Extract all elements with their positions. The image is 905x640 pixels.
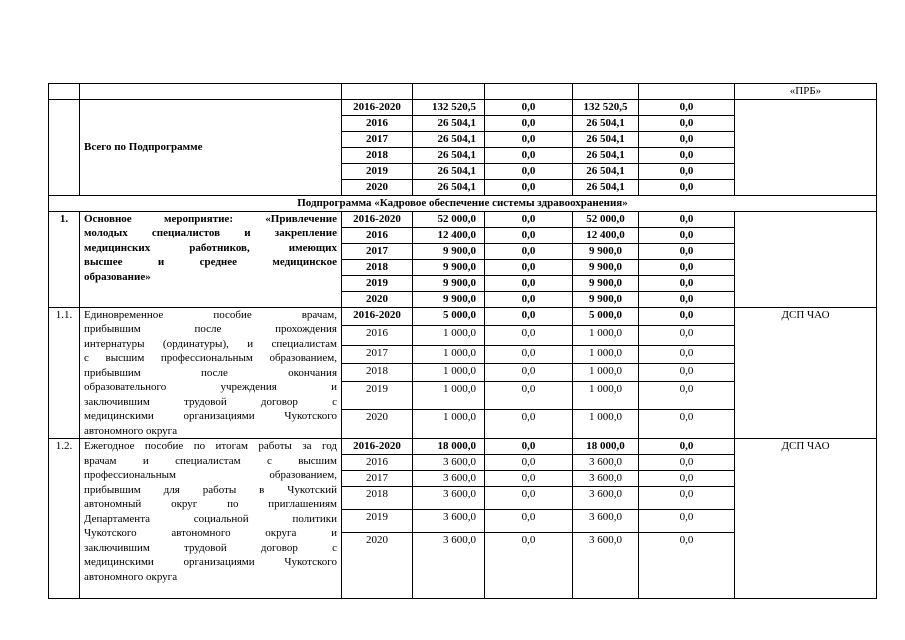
total-cell: 3 600,0 — [413, 487, 485, 510]
total-cell: 26 504,1 — [413, 179, 485, 195]
local-cell: 0,0 — [639, 163, 735, 179]
local-cell: 0,0 — [639, 471, 735, 487]
total-cell: 3 600,0 — [413, 455, 485, 471]
okrug-cell: 26 504,1 — [573, 179, 639, 195]
total-cell: 52 000,0 — [413, 211, 485, 227]
period-cell: 2019 — [342, 510, 413, 533]
period-cell: 2019 — [342, 382, 413, 410]
total-cell: 9 900,0 — [413, 275, 485, 291]
period-cell: 2016 — [342, 115, 413, 131]
okrug-cell: 3 600,0 — [573, 471, 639, 487]
activity-1-block — [49, 211, 877, 307]
fed-cell: 0,0 — [485, 410, 573, 439]
period-cell: 2016-2020 — [342, 439, 413, 455]
activity-description: Ежегодное пособие по итогам работы за год врачам и специалистам с высшим профессиональным образованием, прибывшим для работы в Чукотский автономный округ по приглашениям Департамента социальной политики Чукотского автономного округа и заключившим трудовой договор с медицинскими организациями Чукотского автономного округа — [80, 439, 342, 599]
local-cell: 0,0 — [639, 346, 735, 364]
fed-cell: 0,0 — [485, 533, 573, 599]
fed-cell: 0,0 — [485, 471, 573, 487]
total-cell: 1 000,0 — [413, 382, 485, 410]
period-cell: 2016-2020 — [342, 99, 413, 115]
local-cell: 0,0 — [639, 147, 735, 163]
total-cell: 12 400,0 — [413, 227, 485, 243]
total-cell: 3 600,0 — [413, 510, 485, 533]
okrug-cell: 26 504,1 — [573, 131, 639, 147]
total-cell: 9 900,0 — [413, 291, 485, 307]
table-row — [49, 99, 877, 115]
fed-cell: 0,0 — [485, 325, 573, 345]
total-cell: 3 600,0 — [413, 471, 485, 487]
fed-cell: 0,0 — [485, 243, 573, 259]
okrug-cell: 26 504,1 — [573, 163, 639, 179]
local-cell: 0,0 — [639, 307, 735, 325]
executor-cell: «ПРБ» — [735, 84, 877, 100]
okrug-cell: 9 900,0 — [573, 259, 639, 275]
okrug-cell: 1 000,0 — [573, 382, 639, 410]
period-cell: 2020 — [342, 291, 413, 307]
fed-cell: 0,0 — [485, 275, 573, 291]
okrug-cell: 1 000,0 — [573, 325, 639, 345]
local-cell: 0,0 — [639, 243, 735, 259]
period-cell: 2019 — [342, 163, 413, 179]
period-cell: 2018 — [342, 147, 413, 163]
local-cell: 0,0 — [639, 291, 735, 307]
total-cell: 1 000,0 — [413, 346, 485, 364]
period-cell: 2016 — [342, 227, 413, 243]
okrug-cell: 5 000,0 — [573, 307, 639, 325]
total-cell: 26 504,1 — [413, 147, 485, 163]
okrug-cell: 3 600,0 — [573, 455, 639, 471]
fed-cell: 0,0 — [485, 147, 573, 163]
period-cell: 2019 — [342, 275, 413, 291]
local-cell: 0,0 — [639, 325, 735, 345]
activity-number: 1. — [49, 211, 80, 307]
period-cell: 2017 — [342, 131, 413, 147]
table-row — [49, 211, 877, 227]
local-cell: 0,0 — [639, 227, 735, 243]
period-cell: 2020 — [342, 179, 413, 195]
okrug-cell: 9 900,0 — [573, 291, 639, 307]
executor-cell: ДСП ЧАО — [735, 307, 877, 439]
local-cell: 0,0 — [639, 275, 735, 291]
local-cell: 0,0 — [639, 533, 735, 599]
local-cell: 0,0 — [639, 179, 735, 195]
local-cell: 0,0 — [639, 115, 735, 131]
subprogram-row — [49, 195, 877, 211]
local-cell: 0,0 — [639, 510, 735, 533]
total-cell: 3 600,0 — [413, 533, 485, 599]
local-cell: 0,0 — [639, 259, 735, 275]
fed-cell: 0,0 — [485, 487, 573, 510]
fed-cell: 0,0 — [485, 99, 573, 115]
total-cell: 5 000,0 — [413, 307, 485, 325]
local-cell: 0,0 — [639, 410, 735, 439]
fed-cell: 0,0 — [485, 307, 573, 325]
period-cell: 2020 — [342, 410, 413, 439]
local-cell: 0,0 — [639, 99, 735, 115]
period-cell: 2020 — [342, 533, 413, 599]
fed-cell: 0,0 — [485, 364, 573, 382]
total-cell: 18 000,0 — [413, 439, 485, 455]
okrug-cell: 3 600,0 — [573, 533, 639, 599]
fed-cell: 0,0 — [485, 163, 573, 179]
total-cell: 9 900,0 — [413, 243, 485, 259]
local-cell: 0,0 — [639, 487, 735, 510]
okrug-cell: 3 600,0 — [573, 510, 639, 533]
total-cell: 132 520,5 — [413, 99, 485, 115]
activity-description: Основное мероприятие: «Привлечение молодых специалистов и закрепление медицинских работников, имеющих высшее и среднее медицинское образование» — [80, 211, 342, 307]
local-cell: 0,0 — [639, 382, 735, 410]
total-cell: 26 504,1 — [413, 115, 485, 131]
fed-cell: 0,0 — [485, 346, 573, 364]
fed-cell: 0,0 — [485, 227, 573, 243]
okrug-cell: 52 000,0 — [573, 211, 639, 227]
fed-cell: 0,0 — [485, 179, 573, 195]
subprogram-title: Подпрограмма «Кадровое обеспечение системы здравоохранения» — [49, 195, 877, 211]
activity-1-2-block — [49, 439, 877, 599]
local-cell: 0,0 — [639, 211, 735, 227]
activity-number: 1.1. — [49, 307, 80, 439]
total-cell: 1 000,0 — [413, 410, 485, 439]
total-label: Всего по Подпрограмме — [80, 99, 342, 195]
fed-cell: 0,0 — [485, 382, 573, 410]
fed-cell: 0,0 — [485, 115, 573, 131]
total-cell: 26 504,1 — [413, 131, 485, 147]
fed-cell: 0,0 — [485, 259, 573, 275]
budget-table — [48, 83, 877, 599]
activity-number: 1.2. — [49, 439, 80, 599]
total-block — [49, 99, 877, 195]
period-cell: 2016 — [342, 455, 413, 471]
okrug-cell: 1 000,0 — [573, 346, 639, 364]
period-cell: 2018 — [342, 364, 413, 382]
okrug-cell: 1 000,0 — [573, 364, 639, 382]
local-cell: 0,0 — [639, 131, 735, 147]
executor-cell: ДСП ЧАО — [735, 439, 877, 599]
period-cell: 2017 — [342, 346, 413, 364]
continuation-row — [49, 84, 877, 100]
total-cell: 1 000,0 — [413, 325, 485, 345]
fed-cell: 0,0 — [485, 510, 573, 533]
total-cell: 26 504,1 — [413, 163, 485, 179]
okrug-cell: 9 900,0 — [573, 243, 639, 259]
fed-cell: 0,0 — [485, 131, 573, 147]
local-cell: 0,0 — [639, 439, 735, 455]
okrug-cell: 132 520,5 — [573, 99, 639, 115]
table-row — [49, 439, 877, 455]
okrug-cell: 18 000,0 — [573, 439, 639, 455]
activity-description: Единовременное пособие врачам, прибывшим после прохождения интернатуры (ординатуры), и специалистам с высшим профессиональным образованием, прибывшим после окончания образовательного учреждения и заключившим трудовой договор с медицинскими организациями Чукотского автономного округа — [80, 307, 342, 439]
period-cell: 2017 — [342, 471, 413, 487]
okrug-cell: 9 900,0 — [573, 275, 639, 291]
period-cell: 2016 — [342, 325, 413, 345]
okrug-cell: 26 504,1 — [573, 115, 639, 131]
fed-cell: 0,0 — [485, 455, 573, 471]
total-cell: 1 000,0 — [413, 364, 485, 382]
local-cell: 0,0 — [639, 364, 735, 382]
fed-cell: 0,0 — [485, 439, 573, 455]
fed-cell: 0,0 — [485, 211, 573, 227]
local-cell: 0,0 — [639, 455, 735, 471]
okrug-cell: 3 600,0 — [573, 487, 639, 510]
okrug-cell: 26 504,1 — [573, 147, 639, 163]
okrug-cell: 1 000,0 — [573, 410, 639, 439]
fed-cell: 0,0 — [485, 291, 573, 307]
period-cell: 2016-2020 — [342, 211, 413, 227]
table-row — [49, 307, 877, 325]
period-cell: 2018 — [342, 259, 413, 275]
activity-1-1-block — [49, 307, 877, 439]
period-cell: 2016-2020 — [342, 307, 413, 325]
period-cell: 2018 — [342, 487, 413, 510]
total-cell: 9 900,0 — [413, 259, 485, 275]
period-cell: 2017 — [342, 243, 413, 259]
okrug-cell: 12 400,0 — [573, 227, 639, 243]
